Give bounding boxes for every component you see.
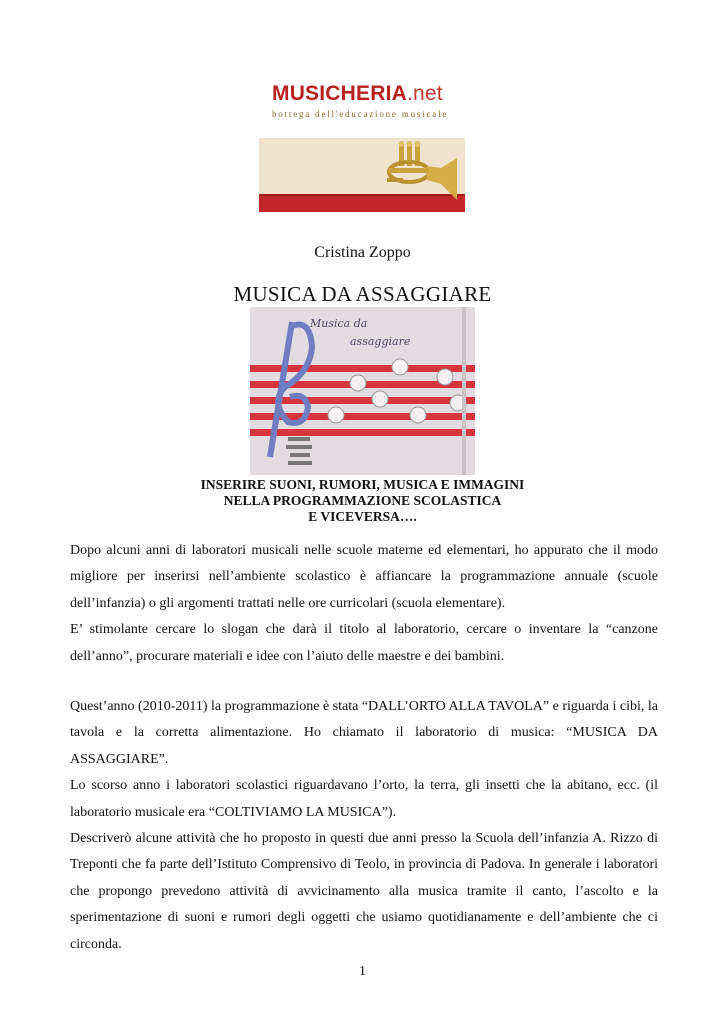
paragraph-3: Quest’anno (2010-2011) la programmazione è stata “DALL’ORTO ALLA TAVOLA” e riguarda i cibi, la tavola e la corretta alimentazione. Ho chiamato il laboratorio di musica: “MUSICA DA ASSAGGIARE”. bbox=[70, 699, 658, 767]
body-section-1 bbox=[70, 538, 658, 670]
paragraph-1: Dopo alcuni anni di laboratori musicali nelle scuole materne ed elementari, ho appurato che il modo migliore per inserirsi nell’ambiente scolastico è affiancare la programmazione annuale (scuole dell’infanzia) o gli argomenti trattati nelle ore curricolari (scuola elementare). bbox=[70, 543, 658, 611]
page-number: 1 bbox=[359, 964, 366, 979]
site-logo bbox=[272, 82, 462, 119]
subtitle-line2: NELLA PROGRAMMAZIONE SCOLASTICA bbox=[223, 493, 502, 508]
logo-title bbox=[272, 82, 462, 106]
subtitle-line3: E VICEVERSA…. bbox=[308, 509, 417, 524]
logo-name: MUSICHERIA bbox=[272, 82, 408, 105]
body-section-2 bbox=[70, 694, 658, 958]
board-text-line2: assaggiare bbox=[350, 335, 411, 348]
author-name: Cristina Zoppo bbox=[314, 244, 411, 261]
document-title: MUSICA DA ASSAGGIARE bbox=[233, 282, 492, 306]
subtitle-block bbox=[0, 477, 725, 525]
logo-ext: .net bbox=[407, 82, 443, 105]
subtitle-line1: INSERIRE SUONI, RUMORI, MUSICA E IMMAGINI bbox=[200, 477, 525, 492]
board-text-line1: Musica da bbox=[310, 317, 368, 330]
logo-tagline: bottega dell'educazione musicale bbox=[272, 109, 449, 119]
classroom-board-photo bbox=[250, 307, 475, 475]
paragraph-2: E’ stimolante cercare lo slogan che darà il titolo al laboratorio, cercare o inventare la “canzone dell’anno”, procurare materiali e idee con l’aiuto delle maestre e dei bambini. bbox=[70, 622, 658, 664]
trumpet-banner-image bbox=[259, 138, 465, 212]
paragraph-4: Lo scorso anno i laboratori scolastici riguardavano l’orto, la terra, gli insetti che la abitano, ecc. (il laboratorio musicale era “COLTIVIAMO LA MUSICA”). bbox=[70, 778, 658, 820]
paragraph-5: Descriverò alcune attività che ho proposto in questi due anni presso la Scuola dell’infanzia A. Rizzo di Treponti che fa parte dell’Istituto Comprensivo di Teolo, in provincia di Padova. In generale i laboratori che propongo prevedono attività di avvicinamento alla musica tramite il canto, l’ascolto e la sperimentazione di suoni e rumori degli oggetti che usiamo quotidianamente e dell’ambiente che ci circonda. bbox=[70, 831, 658, 952]
